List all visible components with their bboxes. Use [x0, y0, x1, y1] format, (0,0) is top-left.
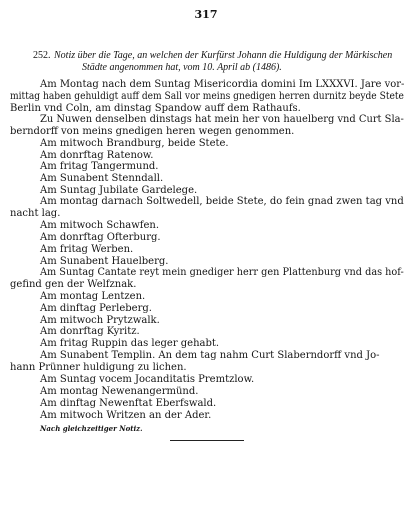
itinerary-entry: Am donrftag Ofterburg. — [40, 232, 161, 243]
itinerary-entry: Am montag Newenangermünd. — [40, 386, 199, 397]
itinerary-entry: Am fritag Tangermund. — [40, 161, 159, 172]
itinerary-entry: Am dinftag Newenftat Eberfswald. — [40, 398, 217, 409]
itinerary-entry: Am montag Lentzen. — [40, 291, 146, 302]
page-number: 317 — [194, 8, 218, 21]
itinerary-entry: Am donrftag Ratenow. — [40, 150, 154, 161]
paragraph-line: berndorff von meins gnedigen heren wegen genommen. — [10, 126, 295, 137]
itinerary-entry: Am dinftag Perleberg. — [40, 303, 152, 314]
heading-line-1: Notiz über die Tage, an welchen der Kurfürst Johann die Huldigung der Märkischen — [54, 50, 393, 61]
paragraph-line: gefind gen der Welfznak. — [10, 279, 137, 290]
itinerary-entry: Am fritag Werben. — [40, 244, 134, 255]
paragraph-line: Am Sunabent Templin. An dem tag nahm Curt Slaberndorff vnd Jo- — [40, 350, 380, 361]
paragraph-line: hann Prünner huldigung zu lichen. — [10, 362, 187, 373]
paragraph-line: Am Montag nach dem Suntag Misericordia domini Im LXXXVI. Jare vor- — [40, 79, 405, 90]
paragraph-line: Am Suntag Cantate reyt mein gnediger herr gen Plattenburg vnd das hof- — [40, 267, 404, 278]
itinerary-entry: Am Sunabent Hauelberg. — [40, 256, 169, 267]
paragraph-line: Am montag darnach Soltwedell, beide Stete, do fein gnad zwen tag vnd — [40, 196, 404, 207]
paragraph-line: Zu Nuwen denselben dinstags hat mein her von hauelberg vnd Curt Sla- — [40, 114, 404, 125]
paragraph-line: Berlin vnd Coln, am dinstag Spandow auff dem Rathaufs. — [10, 103, 301, 114]
itinerary-entry: Am mitwoch Schawfen. — [40, 220, 160, 231]
heading-line-2: Städte angenommen hat, vom 10. April ab (1486). — [82, 62, 282, 73]
paragraph-line: mittag haben gehuldigt auff dem Sall vor meins gnedigen herren durnitz beyde Stete — [10, 91, 404, 102]
itinerary-entry: Am Suntag vocem Jocanditatis Premtzlow. — [40, 374, 255, 385]
itinerary-entry: Am mitwoch Brandburg, beide Stete. — [40, 138, 229, 149]
source-note: Nach gleichzeitiger Notiz. — [40, 424, 143, 433]
itinerary-entry: Am mitwoch Prytzwalk. — [40, 315, 160, 326]
document-number: 252. — [33, 50, 51, 61]
paragraph-line: nacht lag. — [10, 208, 61, 219]
itinerary-entry: Am Suntag Jubilate Gardelege. — [40, 185, 198, 196]
itinerary-entry: Am donrftag Kyritz. — [40, 326, 140, 337]
itinerary-entry: Am Sunabent Stenndall. — [40, 173, 164, 184]
itinerary-entry: Am fritag Ruppin das leger gehabt. — [40, 338, 220, 349]
section-divider — [170, 440, 244, 441]
itinerary-entry: Am mitwoch Writzen an der Ader. — [40, 410, 212, 421]
